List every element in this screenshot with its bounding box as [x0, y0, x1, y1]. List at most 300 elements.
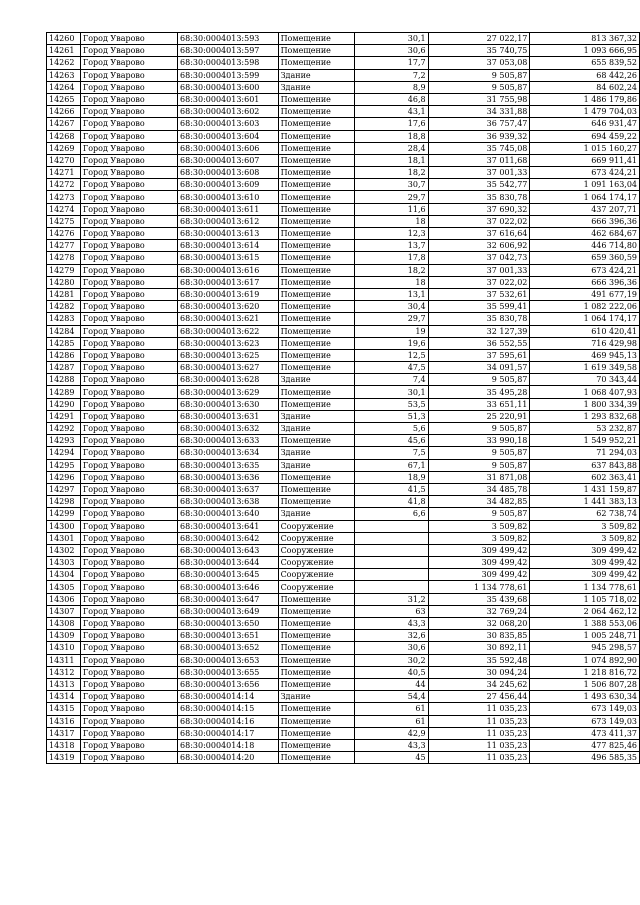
- area-cell: 30,1: [355, 33, 429, 45]
- table-row: [47, 69, 640, 81]
- unit-value-cell: 34 331,88: [428, 106, 530, 118]
- cadastral-value-cell: 309 499,42: [530, 557, 640, 569]
- row-number-cell: 14261: [47, 45, 81, 57]
- area-cell: [355, 532, 429, 544]
- unit-value-cell: 9 505,87: [428, 459, 530, 471]
- cadastral-value-cell: 3 509,82: [530, 532, 640, 544]
- unit-value-cell: 9 505,87: [428, 81, 530, 93]
- cadastral-number-cell: 68:30:0004013:610: [178, 191, 279, 203]
- object-type-cell: Помещение: [278, 483, 354, 495]
- table-body: [47, 33, 640, 764]
- settlement-cell: Город Уварово: [80, 203, 177, 215]
- cadastral-number-cell: 68:30:0004014:20: [178, 752, 279, 764]
- area-cell: 30,7: [355, 179, 429, 191]
- settlement-cell: Город Уварово: [80, 142, 177, 154]
- settlement-cell: Город Уварово: [80, 630, 177, 642]
- cadastral-number-cell: 68:30:0004013:608: [178, 167, 279, 179]
- object-type-cell: Помещение: [278, 57, 354, 69]
- area-cell: 13,1: [355, 288, 429, 300]
- cadastral-number-cell: 68:30:0004013:611: [178, 203, 279, 215]
- cadastral-number-cell: 68:30:0004013:598: [178, 57, 279, 69]
- table-row: [47, 349, 640, 361]
- table-row: [47, 106, 640, 118]
- settlement-cell: Город Уварово: [80, 520, 177, 532]
- table-row: [47, 386, 640, 398]
- row-number-cell: 14316: [47, 715, 81, 727]
- object-type-cell: Помещение: [278, 179, 354, 191]
- cadastral-value-cell: 659 360,59: [530, 252, 640, 264]
- settlement-cell: Город Уварово: [80, 423, 177, 435]
- cadastral-number-cell: 68:30:0004014:14: [178, 691, 279, 703]
- object-type-cell: Помещение: [278, 215, 354, 227]
- unit-value-cell: 33 651,11: [428, 398, 530, 410]
- settlement-cell: Город Уварово: [80, 57, 177, 69]
- area-cell: 17,6: [355, 118, 429, 130]
- cadastral-value-cell: 637 843,88: [530, 459, 640, 471]
- row-number-cell: 14284: [47, 325, 81, 337]
- cadastral-value-cell: 496 585,35: [530, 752, 640, 764]
- unit-value-cell: 37 690,32: [428, 203, 530, 215]
- cadastral-value-cell: 813 367,32: [530, 33, 640, 45]
- table-row: [47, 240, 640, 252]
- unit-value-cell: 9 505,87: [428, 374, 530, 386]
- settlement-cell: Город Уварово: [80, 447, 177, 459]
- area-cell: 43,3: [355, 739, 429, 751]
- unit-value-cell: 33 990,18: [428, 435, 530, 447]
- cadastral-number-cell: 68:30:0004013:597: [178, 45, 279, 57]
- table-row: [47, 569, 640, 581]
- settlement-cell: Город Уварово: [80, 593, 177, 605]
- row-number-cell: 14305: [47, 581, 81, 593]
- cadastral-value-cell: 1 506 807,28: [530, 678, 640, 690]
- table-row: [47, 313, 640, 325]
- cadastral-number-cell: 68:30:0004013:644: [178, 557, 279, 569]
- row-number-cell: 14279: [47, 264, 81, 276]
- cadastral-value-cell: 3 509,82: [530, 520, 640, 532]
- object-type-cell: Здание: [278, 508, 354, 520]
- cadastral-number-cell: 68:30:0004013:619: [178, 288, 279, 300]
- cadastral-number-cell: 68:30:0004013:637: [178, 483, 279, 495]
- area-cell: 29,7: [355, 191, 429, 203]
- table-row: [47, 179, 640, 191]
- cadastral-value-cell: 68 442,26: [530, 69, 640, 81]
- area-cell: 11,6: [355, 203, 429, 215]
- settlement-cell: Город Уварово: [80, 557, 177, 569]
- settlement-cell: Город Уварово: [80, 581, 177, 593]
- cadastral-number-cell: 68:30:0004013:628: [178, 374, 279, 386]
- table-row: [47, 215, 640, 227]
- unit-value-cell: 9 505,87: [428, 69, 530, 81]
- table-row: [47, 593, 640, 605]
- area-cell: 54,4: [355, 691, 429, 703]
- row-number-cell: 14288: [47, 374, 81, 386]
- table-row: [47, 654, 640, 666]
- table-row: [47, 618, 640, 630]
- unit-value-cell: 34 091,57: [428, 362, 530, 374]
- unit-value-cell: 30 835,85: [428, 630, 530, 642]
- settlement-cell: Город Уварово: [80, 703, 177, 715]
- table-row: [47, 715, 640, 727]
- row-number-cell: 14274: [47, 203, 81, 215]
- unit-value-cell: 37 053,08: [428, 57, 530, 69]
- object-type-cell: Здание: [278, 81, 354, 93]
- row-number-cell: 14310: [47, 642, 81, 654]
- row-number-cell: 14309: [47, 630, 81, 642]
- cadastral-value-cell: 2 064 462,12: [530, 605, 640, 617]
- unit-value-cell: 9 505,87: [428, 508, 530, 520]
- row-number-cell: 14307: [47, 605, 81, 617]
- settlement-cell: Город Уварово: [80, 106, 177, 118]
- cadastral-value-cell: 84 602,24: [530, 81, 640, 93]
- area-cell: 30,4: [355, 301, 429, 313]
- table-row: [47, 288, 640, 300]
- cadastral-number-cell: 68:30:0004013:602: [178, 106, 279, 118]
- unit-value-cell: 309 499,42: [428, 557, 530, 569]
- object-type-cell: Помещение: [278, 301, 354, 313]
- unit-value-cell: 37 616,64: [428, 228, 530, 240]
- area-cell: 7,4: [355, 374, 429, 386]
- object-type-cell: Помещение: [278, 33, 354, 45]
- table-row: [47, 666, 640, 678]
- row-number-cell: 14265: [47, 93, 81, 105]
- unit-value-cell: 37 001,33: [428, 264, 530, 276]
- object-type-cell: Сооружение: [278, 532, 354, 544]
- cadastral-number-cell: 68:30:0004013:629: [178, 386, 279, 398]
- cadastral-number-cell: 68:30:0004013:604: [178, 130, 279, 142]
- row-number-cell: 14312: [47, 666, 81, 678]
- row-number-cell: 14297: [47, 483, 81, 495]
- area-cell: 17,7: [355, 57, 429, 69]
- row-number-cell: 14315: [47, 703, 81, 715]
- cadastral-number-cell: 68:30:0004014:18: [178, 739, 279, 751]
- table-row: [47, 508, 640, 520]
- table-row: [47, 81, 640, 93]
- unit-value-cell: 37 001,33: [428, 167, 530, 179]
- object-type-cell: Помещение: [278, 313, 354, 325]
- unit-value-cell: 9 505,87: [428, 447, 530, 459]
- cadastral-value-cell: 1 093 666,95: [530, 45, 640, 57]
- object-type-cell: Помещение: [278, 605, 354, 617]
- area-cell: 51,3: [355, 410, 429, 422]
- settlement-cell: Город Уварово: [80, 727, 177, 739]
- cadastral-number-cell: 68:30:0004013:653: [178, 654, 279, 666]
- row-number-cell: 14303: [47, 557, 81, 569]
- settlement-cell: Город Уварово: [80, 228, 177, 240]
- area-cell: 7,2: [355, 69, 429, 81]
- cadastral-number-cell: 68:30:0004013:638: [178, 496, 279, 508]
- cadastral-number-cell: 68:30:0004013:614: [178, 240, 279, 252]
- row-number-cell: 14289: [47, 386, 81, 398]
- table-row: [47, 93, 640, 105]
- cadastral-value-cell: 1 218 816,72: [530, 666, 640, 678]
- unit-value-cell: 25 220,91: [428, 410, 530, 422]
- settlement-cell: Город Уварово: [80, 532, 177, 544]
- area-cell: 18,2: [355, 264, 429, 276]
- object-type-cell: Помещение: [278, 386, 354, 398]
- row-number-cell: 14300: [47, 520, 81, 532]
- unit-value-cell: 37 022,02: [428, 215, 530, 227]
- cadastral-number-cell: 68:30:0004013:656: [178, 678, 279, 690]
- object-type-cell: Сооружение: [278, 569, 354, 581]
- settlement-cell: Город Уварово: [80, 666, 177, 678]
- cadastral-value-cell: 673 149,03: [530, 715, 640, 727]
- settlement-cell: Город Уварово: [80, 215, 177, 227]
- unit-value-cell: 37 532,61: [428, 288, 530, 300]
- unit-value-cell: 35 439,68: [428, 593, 530, 605]
- area-cell: 8,9: [355, 81, 429, 93]
- cadastral-number-cell: 68:30:0004013:601: [178, 93, 279, 105]
- row-number-cell: 14302: [47, 544, 81, 556]
- object-type-cell: Помещение: [278, 703, 354, 715]
- row-number-cell: 14260: [47, 33, 81, 45]
- settlement-cell: Город Уварово: [80, 605, 177, 617]
- row-number-cell: 14281: [47, 288, 81, 300]
- area-cell: 30,2: [355, 654, 429, 666]
- settlement-cell: Город Уварово: [80, 715, 177, 727]
- area-cell: 41,5: [355, 483, 429, 495]
- unit-value-cell: 37 011,68: [428, 154, 530, 166]
- row-number-cell: 14266: [47, 106, 81, 118]
- cadastral-value-cell: 1 105 718,02: [530, 593, 640, 605]
- object-type-cell: Помещение: [278, 264, 354, 276]
- cadastral-number-cell: 68:30:0004013:646: [178, 581, 279, 593]
- cadastral-value-cell: 1 479 704,03: [530, 106, 640, 118]
- settlement-cell: Город Уварово: [80, 496, 177, 508]
- row-number-cell: 14311: [47, 654, 81, 666]
- object-type-cell: Помещение: [278, 398, 354, 410]
- table-row: [47, 142, 640, 154]
- row-number-cell: 14290: [47, 398, 81, 410]
- cadastral-value-cell: 491 677,19: [530, 288, 640, 300]
- area-cell: 31,2: [355, 593, 429, 605]
- table-row: [47, 532, 640, 544]
- table-row: [47, 691, 640, 703]
- row-number-cell: 14294: [47, 447, 81, 459]
- row-number-cell: 14262: [47, 57, 81, 69]
- unit-value-cell: 27 456,44: [428, 691, 530, 703]
- row-number-cell: 14306: [47, 593, 81, 605]
- area-cell: 61: [355, 703, 429, 715]
- unit-value-cell: 36 552,55: [428, 337, 530, 349]
- cadastral-value-cell: 1 074 892,90: [530, 654, 640, 666]
- cadastral-value-cell: 1 091 163,04: [530, 179, 640, 191]
- cadastral-value-cell: 437 207,71: [530, 203, 640, 215]
- table-row: [47, 337, 640, 349]
- cadastral-number-cell: 68:30:0004013:615: [178, 252, 279, 264]
- cadastral-value-cell: 70 343,44: [530, 374, 640, 386]
- settlement-cell: Город Уварово: [80, 325, 177, 337]
- unit-value-cell: 11 035,23: [428, 739, 530, 751]
- area-cell: 28,4: [355, 142, 429, 154]
- settlement-cell: Город Уварово: [80, 276, 177, 288]
- cadastral-value-cell: 1 293 832,68: [530, 410, 640, 422]
- row-number-cell: 14291: [47, 410, 81, 422]
- settlement-cell: Город Уварово: [80, 154, 177, 166]
- settlement-cell: Город Уварово: [80, 508, 177, 520]
- area-cell: 19: [355, 325, 429, 337]
- object-type-cell: Помещение: [278, 715, 354, 727]
- row-number-cell: 14319: [47, 752, 81, 764]
- cadastral-number-cell: 68:30:0004013:647: [178, 593, 279, 605]
- table-row: [47, 459, 640, 471]
- settlement-cell: Город Уварово: [80, 618, 177, 630]
- object-type-cell: Помещение: [278, 739, 354, 751]
- cadastral-number-cell: 68:30:0004013:625: [178, 349, 279, 361]
- unit-value-cell: 11 035,23: [428, 752, 530, 764]
- row-number-cell: 14267: [47, 118, 81, 130]
- area-cell: 44: [355, 678, 429, 690]
- cadastral-value-cell: 1 800 334,39: [530, 398, 640, 410]
- table-row: [47, 727, 640, 739]
- row-number-cell: 14308: [47, 618, 81, 630]
- cadastral-value-cell: 694 459,22: [530, 130, 640, 142]
- cadastral-value-cell: 473 411,37: [530, 727, 640, 739]
- settlement-cell: Город Уварово: [80, 240, 177, 252]
- table-row: [47, 605, 640, 617]
- area-cell: 17,8: [355, 252, 429, 264]
- object-type-cell: Помещение: [278, 154, 354, 166]
- settlement-cell: Город Уварово: [80, 569, 177, 581]
- cadastral-number-cell: 68:30:0004013:616: [178, 264, 279, 276]
- object-type-cell: Помещение: [278, 678, 354, 690]
- cadastral-value-cell: 1 441 383,13: [530, 496, 640, 508]
- cadastral-number-cell: 68:30:0004013:603: [178, 118, 279, 130]
- cadastral-number-cell: 68:30:0004013:650: [178, 618, 279, 630]
- object-type-cell: Помещение: [278, 203, 354, 215]
- unit-value-cell: 36 757,47: [428, 118, 530, 130]
- unit-value-cell: 3 509,82: [428, 532, 530, 544]
- unit-value-cell: 37 042,73: [428, 252, 530, 264]
- table-row: [47, 301, 640, 313]
- cadastral-number-cell: 68:30:0004013:622: [178, 325, 279, 337]
- table-row: [47, 557, 640, 569]
- cadastral-number-cell: 68:30:0004013:623: [178, 337, 279, 349]
- unit-value-cell: 30 094,24: [428, 666, 530, 678]
- area-cell: 61: [355, 715, 429, 727]
- unit-value-cell: 35 830,78: [428, 191, 530, 203]
- area-cell: 6,6: [355, 508, 429, 520]
- object-type-cell: Помещение: [278, 654, 354, 666]
- area-cell: 29,7: [355, 313, 429, 325]
- row-number-cell: 14270: [47, 154, 81, 166]
- cadastral-number-cell: 68:30:0004013:617: [178, 276, 279, 288]
- area-cell: 45: [355, 752, 429, 764]
- area-cell: 30,1: [355, 386, 429, 398]
- settlement-cell: Город Уварово: [80, 374, 177, 386]
- area-cell: 18: [355, 215, 429, 227]
- table-row: [47, 739, 640, 751]
- table-row: [47, 581, 640, 593]
- settlement-cell: Город Уварово: [80, 337, 177, 349]
- settlement-cell: Город Уварово: [80, 410, 177, 422]
- table-row: [47, 33, 640, 45]
- unit-value-cell: 36 939,32: [428, 130, 530, 142]
- cadastral-number-cell: 68:30:0004013:620: [178, 301, 279, 313]
- cadastral-value-cell: 446 714,80: [530, 240, 640, 252]
- table-row: [47, 678, 640, 690]
- row-number-cell: 14275: [47, 215, 81, 227]
- cadastral-number-cell: 68:30:0004013:612: [178, 215, 279, 227]
- unit-value-cell: 1 134 778,61: [428, 581, 530, 593]
- table-row: [47, 471, 640, 483]
- cadastral-number-cell: 68:30:0004013:632: [178, 423, 279, 435]
- table-row: [47, 496, 640, 508]
- table-row: [47, 520, 640, 532]
- cadastral-value-cell: 1 064 174,17: [530, 313, 640, 325]
- unit-value-cell: 31 871,08: [428, 471, 530, 483]
- object-type-cell: Помещение: [278, 118, 354, 130]
- settlement-cell: Город Уварово: [80, 69, 177, 81]
- object-type-cell: Здание: [278, 459, 354, 471]
- area-cell: 12,5: [355, 349, 429, 361]
- cadastral-value-cell: 1 388 553,06: [530, 618, 640, 630]
- cadastral-value-cell: 71 294,03: [530, 447, 640, 459]
- object-type-cell: Здание: [278, 374, 354, 386]
- area-cell: 43,3: [355, 618, 429, 630]
- settlement-cell: Город Уварово: [80, 752, 177, 764]
- object-type-cell: Здание: [278, 423, 354, 435]
- area-cell: [355, 557, 429, 569]
- table-row: [47, 154, 640, 166]
- area-cell: 43,1: [355, 106, 429, 118]
- unit-value-cell: 35 599,41: [428, 301, 530, 313]
- cadastral-value-cell: 469 945,13: [530, 349, 640, 361]
- row-number-cell: 14304: [47, 569, 81, 581]
- object-type-cell: Помещение: [278, 191, 354, 203]
- table-row: [47, 703, 640, 715]
- object-type-cell: Помещение: [278, 435, 354, 447]
- object-type-cell: Помещение: [278, 45, 354, 57]
- object-type-cell: Помещение: [278, 618, 354, 630]
- settlement-cell: Город Уварово: [80, 313, 177, 325]
- row-number-cell: 14292: [47, 423, 81, 435]
- object-type-cell: Помещение: [278, 752, 354, 764]
- table-row: [47, 544, 640, 556]
- table-row: [47, 228, 640, 240]
- object-type-cell: Помещение: [278, 496, 354, 508]
- unit-value-cell: 35 592,48: [428, 654, 530, 666]
- row-number-cell: 14318: [47, 739, 81, 751]
- settlement-cell: Город Уварово: [80, 167, 177, 179]
- cadastral-number-cell: 68:30:0004014:17: [178, 727, 279, 739]
- cadastral-number-cell: 68:30:0004013:652: [178, 642, 279, 654]
- unit-value-cell: 37 022,02: [428, 276, 530, 288]
- area-cell: 7,5: [355, 447, 429, 459]
- cadastral-number-cell: 68:30:0004014:15: [178, 703, 279, 715]
- settlement-cell: Город Уварово: [80, 118, 177, 130]
- settlement-cell: Город Уварово: [80, 435, 177, 447]
- area-cell: 46,8: [355, 93, 429, 105]
- unit-value-cell: 32 068,20: [428, 618, 530, 630]
- cadastral-number-cell: 68:30:0004013:651: [178, 630, 279, 642]
- table-row: [47, 423, 640, 435]
- table-row: [47, 483, 640, 495]
- object-type-cell: Помещение: [278, 337, 354, 349]
- settlement-cell: Город Уварово: [80, 483, 177, 495]
- object-type-cell: Помещение: [278, 471, 354, 483]
- area-cell: 63: [355, 605, 429, 617]
- cadastral-value-cell: 669 911,41: [530, 154, 640, 166]
- table-row: [47, 264, 640, 276]
- table-row: [47, 191, 640, 203]
- settlement-cell: Город Уварово: [80, 264, 177, 276]
- object-type-cell: Помещение: [278, 228, 354, 240]
- cadastral-value-cell: 1 431 159,87: [530, 483, 640, 495]
- settlement-cell: Город Уварово: [80, 191, 177, 203]
- unit-value-cell: 35 740,75: [428, 45, 530, 57]
- cadastral-value-cell: 1 005 248,71: [530, 630, 640, 642]
- cadastral-value-cell: 309 499,42: [530, 569, 640, 581]
